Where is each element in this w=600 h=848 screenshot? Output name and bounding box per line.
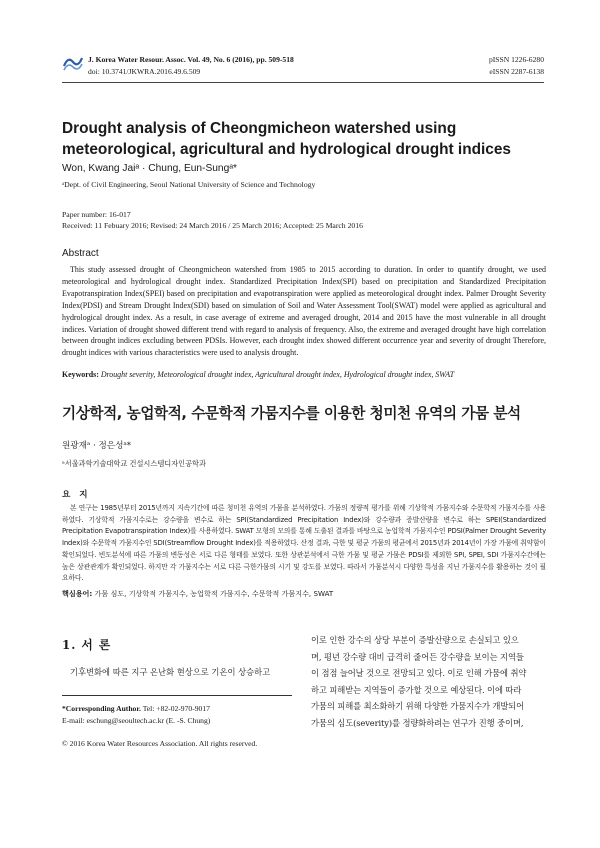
korean-keywords [62, 589, 546, 599]
paper-number: Paper number: 16-017 [62, 210, 131, 219]
abstract-heading: Abstract [62, 248, 99, 259]
paper-affiliation: ᵃDept. of Civil Engineering, Seoul National University of Science and Technology [62, 180, 316, 189]
korean-affiliation: ᵃ서울과학기술대학교 건설시스템디자인공학과 [62, 459, 206, 468]
keywords-text: Drought severity, Meteorological drought index, Agricultural drought index, Hydrological drought index, SWAT [100, 370, 455, 379]
korean-authors: 원광재ᵃ · 정은성ᵃ* [62, 441, 132, 451]
corresponding-label: *Corresponding Author. [62, 704, 141, 713]
header-divider [62, 82, 544, 83]
corresponding-email: E-mail: eschung@seoultech.ac.kr (E. -S. Chung) [62, 715, 211, 725]
eissn-text: eISSN 2287-6138 [489, 67, 544, 76]
intro-paragraph-left: 기후변화에 따른 지구 온난화 현상으로 기온이 상승하고 [70, 667, 271, 677]
right-column-line: 하고 피해받는 지역들이 증가할 것으로 예상된다. 이에 따라 [311, 684, 522, 695]
received-dates: Received: 11 Febuary 2016; Revised: 24 March 2016 / 25 March 2016; Accepted: 25 March 2016 [62, 221, 363, 230]
korean-summary-heading: 요 지 [62, 490, 91, 500]
korean-summary-body: 본 연구는 1985년부터 2015년까지 지속기간에 따른 청미천 유역의 가뭄을 분석하였다. 가뭄의 정량적 평가를 위해 기상학적 가뭄지수와 수문학적 가뭄지수를 사용하였다. 기상학적 가뭄지수로는 강수량을 변수로 하는 SPI(Standardized Precipitation Index)와 강수량과 증발산량을 변수로 하는 SPEI(Standardized Precipitation Evapotranspiration Index)를 사용하였다. SWAT 모형의 모의를 통해 도출된 결과를 바탕으로 농업학적 가뭄지수인 PDSI(Palmer Drought Severity Index)와 수문학적 가뭄지수인 SDI(Streamflow Drought Index)를 적용하였다. 산정 결과, 극한 및 평균 가뭄의 평균에서 2015년과 2014년이 가장 가뭄에 취약함이 확인되었다. 빈도분석에 따른 가뭄의 변동성은 서로 다른 형태를 보였다. 또한 상관분석에서 극한 가뭄 및 평균 가뭄은 PDSI를 제외한 SPI, SPEI, SDI 가뭄지수간에는 높은 상관관계가 확인되었다. 하지만 각 가뭄지수는 서로 다른 극한가뭄의 시기 및 강도를 보였다. 따라서 가뭄분석시 다양한 특성을 지닌 가뭄지수를 활용하는 것이 필요하다. [62, 504, 546, 583]
pissn-text: pISSN 1226-6280 [488, 55, 544, 64]
journal-logo-icon [62, 52, 84, 72]
right-column-line: 가뭄의 피해를 최소화하기 위해 다양한 가뭄지수가 개발되어 [311, 701, 525, 712]
korean-keywords-text: 가뭄 심도, 기상학적 가뭄지수, 농업학적 가뭄지수, 수문학적 가뭄지수, SWAT [94, 589, 334, 598]
keywords-label: Keywords: [62, 370, 99, 379]
right-column-line: 가뭄의 심도(severity)를 정량화하려는 연구가 진행 중이며, [311, 717, 524, 728]
doi-text: doi: 10.3741/JKWRA.2016.49.6.509 [88, 67, 201, 76]
korean-keywords-label: 핵심용어: [62, 589, 93, 598]
corresponding-author-block [62, 703, 210, 726]
paper-authors: Won, Kwang Jaiᵃ · Chung, Eun-Sungᵃ* [62, 163, 238, 174]
right-column-line: 이로 인한 강수의 상당 부분이 증발산량으로 손실되고 있으 [311, 635, 519, 645]
footnote-divider [62, 695, 292, 696]
abstract-body: This study assessed drought of Cheongmicheon watershed from 1985 to 2015 according to duration. In order to quantify drought, we used meteorological and hydrological drought index. Standardized Precipitation Index(SPI) based on precipitation and Standardized Precipitation Evapotranspiration Index(SPEI) based on precipitation and evapotranspiration were applied as meteorological drought index. Palmer Drought Severity Index(PDSI) and Stream Drought Index(SDI) based on simulation of Soil and Water Assessment Tool(SWAT) model were applied as agricultural and hydrological drought index. As a result, in case average of extreme and averaged drought, 2014 and 2015 have the most vulnerable in all drought indices. Variation of drought showed different trend with regard to analysis of frequency. Also, the extreme and averaged drought have high correlation between drought indices excluding between PDSIs. However, each drought index showed different occurrence year and severity of drought Therefore, drought indices with various characteristics were used to analysis drought. [62, 265, 546, 358]
right-column-line: 며, 평년 강수량 대비 급격히 줄어든 강수량을 보이는 지역들 [311, 651, 524, 662]
korean-title: 기상학적, 농업학적, 수문학적 가뭄지수를 이용한 청미천 유역의 가뭄 분석 [62, 405, 521, 422]
right-column-line: 이 점점 늘어날 것으로 전망되고 있다. 이로 인해 가뭄에 취약 [311, 668, 527, 679]
paper-title: Drought analysis of Cheongmicheon watershed using meteorological, agricultural and hydrological drought indices [62, 120, 511, 158]
journal-citation: J. Korea Water Resour. Assoc. Vol. 49, No. 6 (2016), pp. 509-518 [88, 55, 294, 64]
keywords [62, 370, 546, 379]
copyright-notice: © 2016 Korea Water Resources Association. All rights reserved. [62, 739, 258, 748]
intro-paragraph-right [311, 632, 547, 732]
corresponding-tel: Tel: +82-02-970-9017 [142, 704, 210, 713]
section-heading-introduction: 1. 서 론 [62, 638, 112, 652]
